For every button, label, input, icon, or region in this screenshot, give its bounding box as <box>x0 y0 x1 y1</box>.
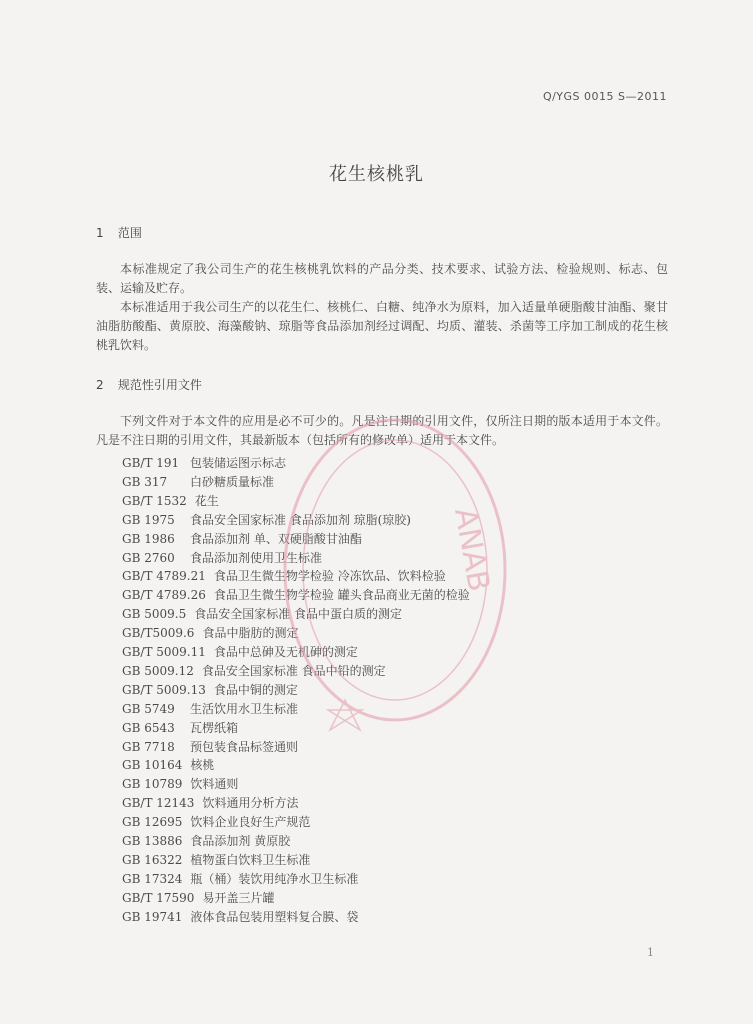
reference-code: GB 1975 <box>122 512 175 527</box>
reference-item <box>122 851 310 868</box>
section-2-intro: 下列文件对于本文件的应用是必不可少的。凡是注日期的引用文件，仅所注日期的版本适用于本文件。凡是不注日期的引用文件，其最新版本（包括所有的修改单）适用于本文件。 <box>96 414 668 447</box>
reference-item <box>122 492 219 509</box>
section-2-title: 规范性引用文件 <box>117 378 202 392</box>
reference-code: GB/T 17590 <box>122 890 195 905</box>
reference-name: 易开盖三片罐 <box>202 890 275 905</box>
reference-code: GB/T 12143 <box>122 796 195 811</box>
reference-name: 食品卫生微生物学检验 冷冻饮品、饮料检验 <box>213 569 446 584</box>
document-code: Q/YGS 0015 S—2011 <box>542 90 667 103</box>
reference-name: 瓦楞纸箱 <box>190 720 239 735</box>
reference-name: 花生 <box>194 493 219 508</box>
reference-name: 瓶（桶）装饮用纯净水卫生标准 <box>190 871 359 886</box>
reference-code: GB 16322 <box>122 852 183 867</box>
reference-code: GB 5009.12 <box>122 663 194 678</box>
reference-name: 食品中铜的测定 <box>213 682 298 697</box>
reference-name: 食品添加剂使用卫生标准 <box>190 550 323 565</box>
reference-item <box>122 738 298 755</box>
section-2-number: 2 <box>96 378 104 392</box>
approval-stamp <box>270 400 520 740</box>
reference-code: GB 5749 <box>122 701 175 716</box>
reference-name: 食品安全国家标准 食品添加剂 琼脂(琼胶) <box>190 512 411 527</box>
document-title: 花生核桃乳 <box>329 164 424 185</box>
reference-name: 食品添加剂 黄原胶 <box>190 834 291 848</box>
reference-code: GB 19741 <box>122 909 183 924</box>
reference-name: 食品添加剂 单、双硬脂酸甘油酯 <box>190 531 362 546</box>
reference-item <box>122 719 238 736</box>
reference-name: 食品安全国家标准 食品中蛋白质的测定 <box>194 607 403 622</box>
reference-item <box>122 813 310 830</box>
reference-item <box>122 775 238 792</box>
reference-name: 食品中总砷及无机砷的测定 <box>213 645 358 659</box>
reference-item <box>122 756 214 773</box>
section-1-paragraph-2: 本标准适用于我公司生产的以花生仁、核桃仁、白糖、纯净水为原料，加入适量单硬脂酸甘油酯、聚甘油脂肪酸酯、黄原胶、海藻酸钠、琼脂等食品添加剂经过调配、均质、灌装、杀菌等工序加工制成的花生核桃乳饮料。 <box>96 300 668 352</box>
reference-name: 白砂糖质量标准 <box>190 474 275 489</box>
reference-code: GB 10789 <box>122 777 183 792</box>
reference-code: GB 12695 <box>122 815 183 830</box>
reference-code: GB 5009.5 <box>122 607 187 622</box>
reference-name: 食品中脂肪的测定 <box>202 626 299 641</box>
reference-code: GB/T 4789.26 <box>122 588 206 603</box>
reference-item <box>122 832 290 849</box>
reference-item <box>122 454 286 471</box>
reference-code: GB/T 4789.21 <box>122 569 206 584</box>
reference-code: GB 10164 <box>122 758 183 773</box>
reference-item <box>122 908 358 925</box>
section-1-number: 1 <box>96 226 104 240</box>
reference-name: 生活饮用水卫生标准 <box>190 701 299 716</box>
reference-name: 饮料通则 <box>190 777 239 792</box>
reference-code: GB 6543 <box>122 720 175 735</box>
reference-name: 食品卫生微生物学检验 罐头食品商业无菌的检验 <box>213 588 470 603</box>
reference-code: GB 13886 <box>122 834 183 848</box>
reference-name: 预包装食品标签通则 <box>190 739 299 754</box>
reference-name: 液体食品包装用塑料复合膜、袋 <box>190 909 359 924</box>
reference-code: GB/T 1532 <box>122 493 187 508</box>
section-1-heading <box>96 224 142 241</box>
reference-code: GB 7718 <box>122 739 175 754</box>
reference-code: GB 17324 <box>122 871 183 886</box>
reference-name: 食品安全国家标准 食品中铅的测定 <box>201 663 386 678</box>
reference-code: GB 2760 <box>122 550 175 565</box>
reference-item <box>122 870 358 887</box>
page-number: 1 <box>647 946 654 959</box>
section-1-title: 范围 <box>117 226 142 240</box>
reference-code: GB/T 191 <box>122 456 180 470</box>
reference-code: GB/T5009.6 <box>122 626 195 641</box>
reference-code: GB 1986 <box>122 531 175 546</box>
section-2-heading <box>96 376 202 393</box>
section-1-paragraph-1: 本标准规定了我公司生产的花生核桃乳饮料的产品分类、技术要求、试验方法、检验规则、标志、包装、运输及贮存。 <box>96 262 668 295</box>
reference-code: GB 317 <box>122 474 168 489</box>
reference-item <box>122 889 274 906</box>
reference-item <box>122 473 274 490</box>
reference-code: GB/T 5009.13 <box>122 682 206 697</box>
reference-code: GB/T 5009.11 <box>122 645 206 659</box>
reference-name: 饮料企业良好生产规范 <box>190 815 311 830</box>
reference-name: 包装储运图示标志 <box>190 456 287 470</box>
reference-name: 核桃 <box>190 758 215 773</box>
stamp-text: ANAB <box>447 505 497 595</box>
reference-name: 饮料通用分析方法 <box>202 796 299 811</box>
reference-name: 植物蛋白饮料卫生标准 <box>190 852 311 867</box>
reference-item <box>122 794 298 811</box>
